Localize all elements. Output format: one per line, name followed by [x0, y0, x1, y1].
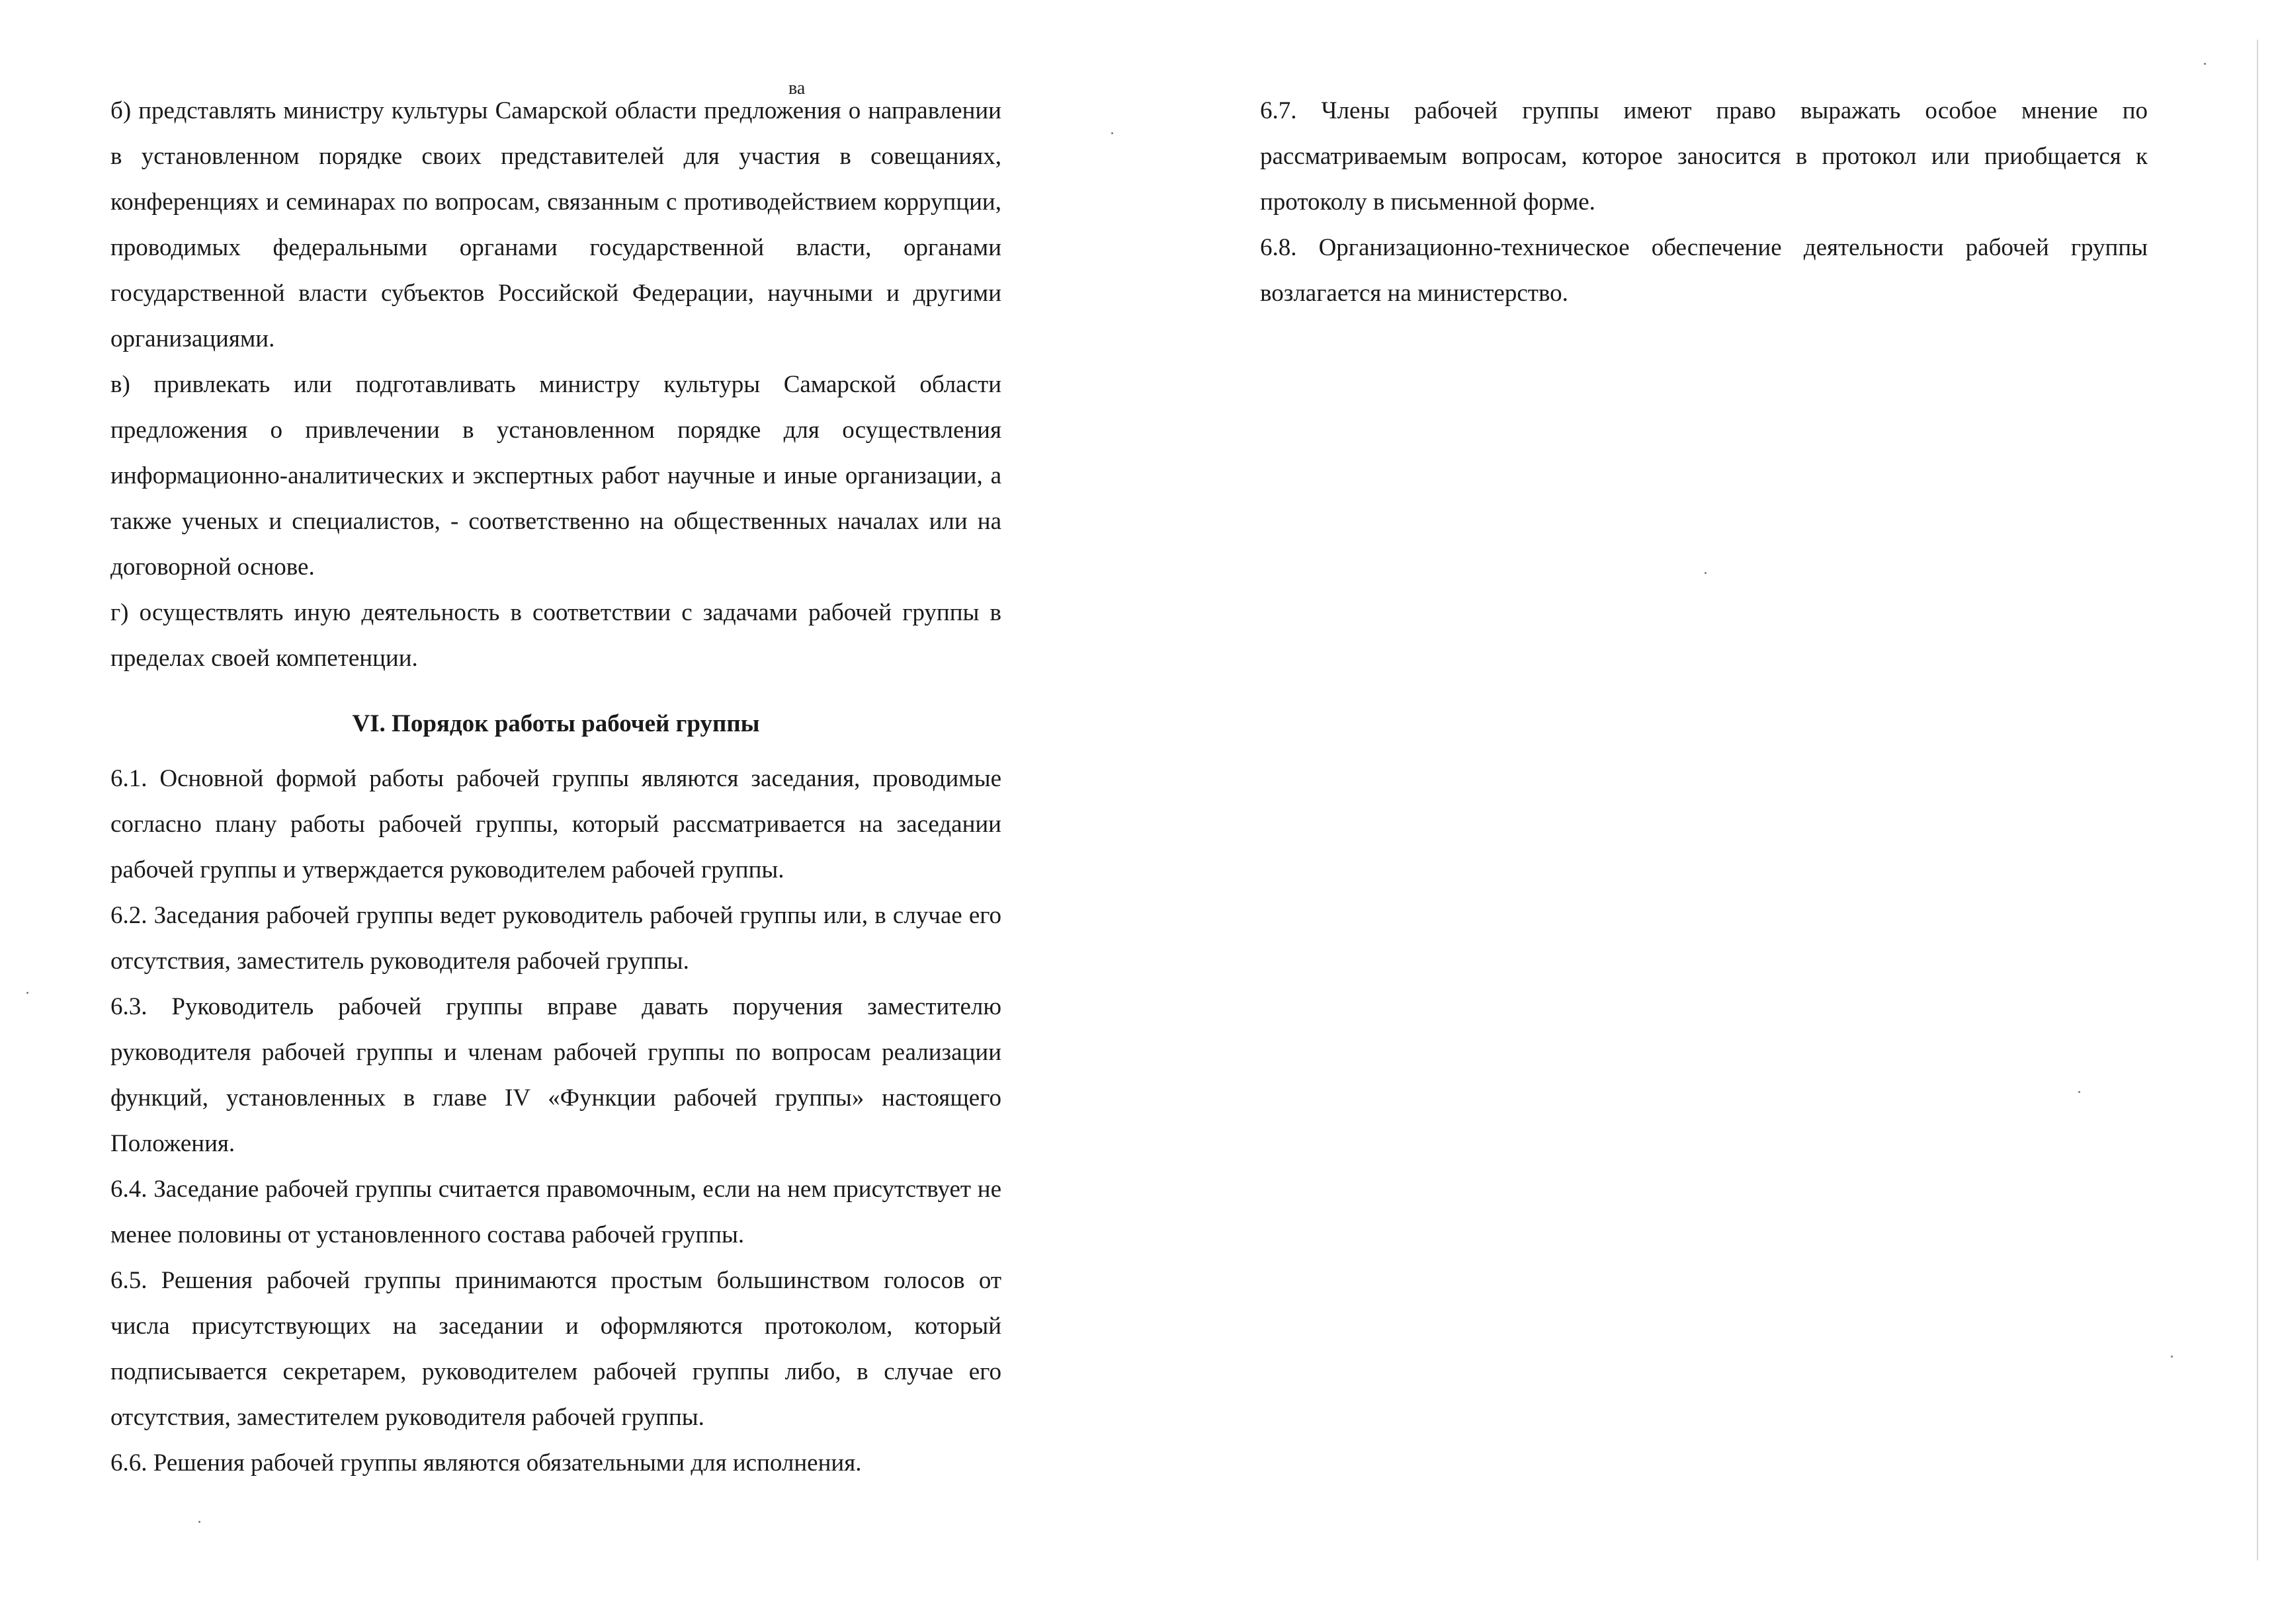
paragraph-6-1: 6.1. Основной формой работы рабочей группы являются заседания, проводимые согласно плану работы рабочей группы, который рассматривается на заседании рабочей группы и утверждается руководителем рабочей группы.: [110, 765, 1001, 883]
paragraph-6-6: 6.6. Решения рабочей группы являются обязательными для исполнения.: [110, 1449, 862, 1477]
paragraph-b: б) представлять министру культуры Самарской области предложения о направлении в установленном порядке своих представителей для участия в совещаниях, конференциях и семинарах по вопросам, связанным с противодействием коррупции, проводимых федеральными органами государственной власти, органами государственной власти субъектов Российской Федерации, научными и другими организациями.: [110, 97, 1001, 352]
paragraph-g: г) осуществлять иную деятельность в соответствии с задачами рабочей группы в пределах своей компетенции.: [110, 599, 1001, 672]
right-page: [1139, 0, 2278, 1624]
paragraph-6-4: 6.4. Заседание рабочей группы считается правомочным, если на нем присутствует не менее половины от установленного состава рабочей группы.: [110, 1176, 1001, 1248]
paragraph-v: в) привлекать или подготавливать министру культуры Самарской области предложения о привлечении в установленном порядке для осуществления информационно-аналитических и экспертных работ научные и иные организации, а также ученых и специалистов, - соответственно на общественных началах или на договорной основе.: [110, 371, 1001, 581]
scan-artifact-line: [2257, 40, 2258, 1561]
left-text-column: [110, 88, 1001, 1486]
stray-scan-mark: ва: [788, 78, 806, 99]
paragraph-6-5: 6.5. Решения рабочей группы принимаются простым большинством голосов от числа присутствующих на заседании и оформляются протоколом, который подписывается секретарем, руководителем рабочей группы либо, в случае его отсутствия, заместителем руководителя рабочей группы.: [110, 1267, 1001, 1431]
paragraph-6-8: 6.8. Организационно-техническое обеспечение деятельности рабочей группы возлагается на министерство.: [1260, 234, 2148, 307]
scan-speck: [2078, 1091, 2080, 1093]
section-heading: VI. Порядок работы рабочей группы: [352, 710, 760, 737]
scan-speck: [1111, 132, 1113, 134]
scan-speck: [1705, 572, 1707, 574]
paragraph-6-2: 6.2. Заседания рабочей группы ведет руководитель рабочей группы или, в случае его отсутствия, заместитель руководителя рабочей группы.: [110, 902, 1001, 975]
scan-speck: [2204, 63, 2206, 65]
paragraph-6-7: 6.7. Члены рабочей группы имеют право выражать особое мнение по рассматриваемым вопросам, которое заносится в протокол или приобщается к протоколу в письменной форме.: [1260, 97, 2148, 216]
right-text-column: [1260, 88, 2148, 316]
scan-speck: [2171, 1356, 2173, 1358]
scan-speck: [198, 1521, 200, 1523]
paragraph-6-3: 6.3. Руководитель рабочей группы вправе давать поручения заместителю руководителя рабочей группы и членам рабочей группы по вопросам реализации функций, установленных в главе IV «Функции рабочей группы» настоящего Положения.: [110, 993, 1001, 1157]
scan-speck: [26, 992, 28, 994]
